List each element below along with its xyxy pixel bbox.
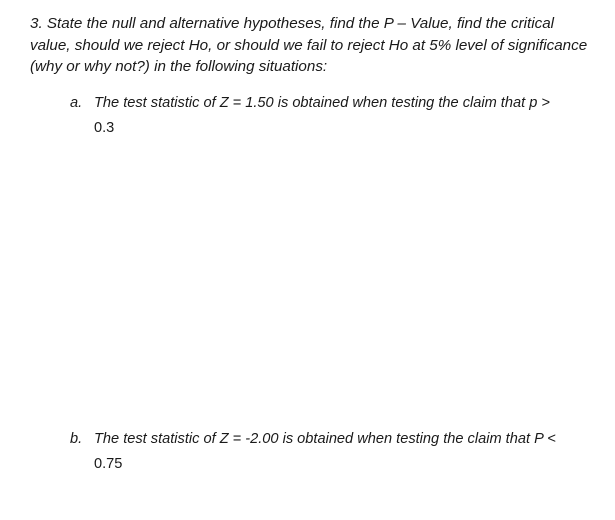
question-line-3: (why or why not?) in the following situations:	[30, 58, 328, 75]
question-line-2: value, should we reject Ho, or should we fail to reject Ho at 5% level of significance	[30, 36, 588, 54]
part-a-marker: a.	[70, 95, 83, 111]
part-a-line-2: 0.3	[94, 120, 115, 136]
part-b-line-2: 0.75	[94, 456, 123, 472]
part-a-line-1: The test statistic of Z = 1.50 is obtained when testing the claim that p >	[94, 95, 550, 111]
part-a	[70, 91, 610, 141]
question-line-1: 3. State the null and alternative hypotheses, find the P – Value, find the critical	[30, 15, 555, 32]
part-b-marker: b.	[70, 431, 83, 447]
part-a-text	[94, 91, 610, 141]
part-b	[70, 427, 610, 477]
part-b-line-1: The test statistic of Z = -2.00 is obtained when testing the claim that P <	[94, 431, 556, 447]
part-b-text	[94, 427, 610, 477]
question-3-prompt	[30, 13, 605, 78]
